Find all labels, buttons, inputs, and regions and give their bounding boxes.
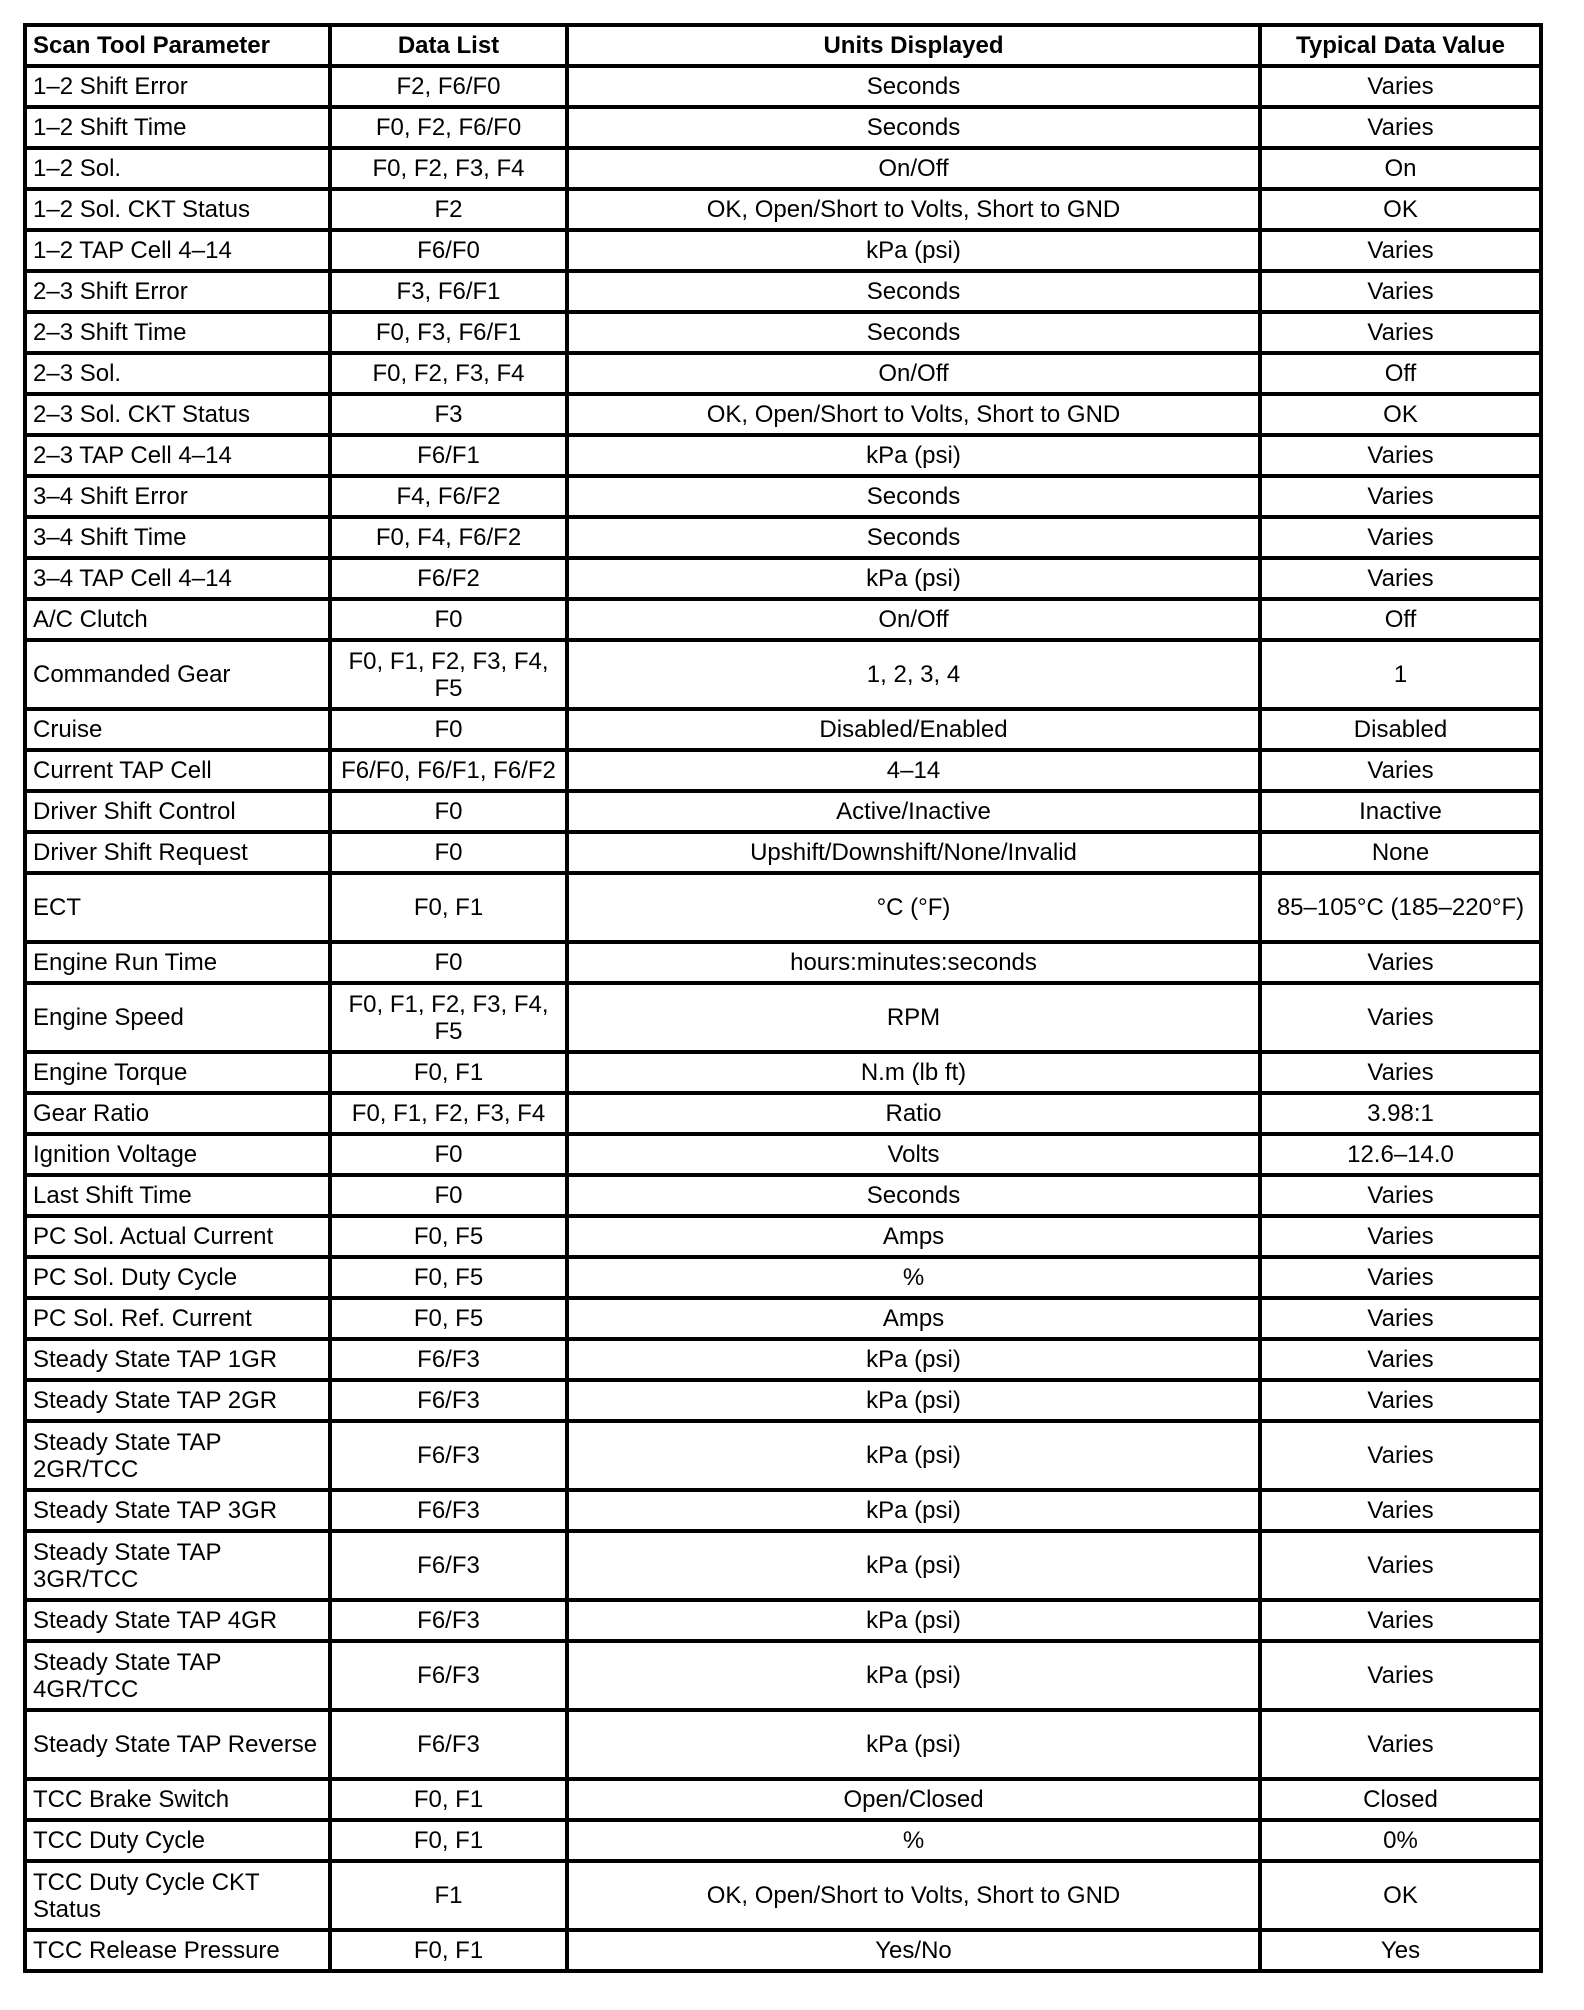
cell-units: kPa (psi) <box>567 558 1260 599</box>
cell-units: % <box>567 1257 1260 1298</box>
cell-parameter: 1–2 Shift Time <box>25 107 330 148</box>
table-row <box>25 1257 1541 1298</box>
table-row <box>25 353 1541 394</box>
cell-units: On/Off <box>567 148 1260 189</box>
cell-typical-value: Varies <box>1260 1641 1541 1710</box>
cell-parameter: Engine Speed <box>25 983 330 1052</box>
column-header-data-list: Data List <box>330 25 567 66</box>
table-row <box>25 558 1541 599</box>
cell-data-list: F0, F1, F2, F3, F4, F5 <box>330 640 567 709</box>
cell-units: Seconds <box>567 1175 1260 1216</box>
cell-units: Seconds <box>567 476 1260 517</box>
cell-typical-value: On <box>1260 148 1541 189</box>
cell-units: 1, 2, 3, 4 <box>567 640 1260 709</box>
cell-typical-value: Varies <box>1260 1531 1541 1600</box>
cell-parameter: Steady State TAP 3GR <box>25 1490 330 1531</box>
table-row <box>25 1298 1541 1339</box>
cell-typical-value: Varies <box>1260 1175 1541 1216</box>
cell-units: Amps <box>567 1298 1260 1339</box>
table-row <box>25 1052 1541 1093</box>
cell-units: N.m (lb ft) <box>567 1052 1260 1093</box>
table-row <box>25 435 1541 476</box>
cell-data-list: F0, F1 <box>330 1930 567 1971</box>
table-row <box>25 1490 1541 1531</box>
cell-typical-value: Varies <box>1260 1490 1541 1531</box>
table-row <box>25 1820 1541 1861</box>
cell-units: Seconds <box>567 271 1260 312</box>
cell-typical-value: Inactive <box>1260 791 1541 832</box>
cell-data-list: F0, F1 <box>330 1052 567 1093</box>
cell-data-list: F0 <box>330 832 567 873</box>
cell-data-list: F0, F2, F3, F4 <box>330 148 567 189</box>
cell-units: kPa (psi) <box>567 1380 1260 1421</box>
cell-units: kPa (psi) <box>567 230 1260 271</box>
cell-typical-value: 12.6–14.0 <box>1260 1134 1541 1175</box>
table-row <box>25 983 1541 1052</box>
cell-data-list: F0 <box>330 942 567 983</box>
cell-parameter: 1–2 Sol. <box>25 148 330 189</box>
cell-data-list: F4, F6/F2 <box>330 476 567 517</box>
cell-parameter: 3–4 Shift Time <box>25 517 330 558</box>
cell-parameter: Last Shift Time <box>25 1175 330 1216</box>
table-row <box>25 1093 1541 1134</box>
cell-typical-value: Varies <box>1260 312 1541 353</box>
cell-units: kPa (psi) <box>567 1339 1260 1380</box>
cell-data-list: F0, F1, F2, F3, F4 <box>330 1093 567 1134</box>
cell-data-list: F6/F3 <box>330 1380 567 1421</box>
cell-data-list: F3, F6/F1 <box>330 271 567 312</box>
cell-typical-value: Off <box>1260 599 1541 640</box>
cell-parameter: 2–3 Shift Error <box>25 271 330 312</box>
cell-parameter: Steady State TAP 2GR/TCC <box>25 1421 330 1490</box>
cell-units: Yes/No <box>567 1930 1260 1971</box>
cell-parameter: Steady State TAP 2GR <box>25 1380 330 1421</box>
cell-parameter: PC Sol. Duty Cycle <box>25 1257 330 1298</box>
cell-parameter: 2–3 Sol. CKT Status <box>25 394 330 435</box>
cell-typical-value: Varies <box>1260 1052 1541 1093</box>
cell-typical-value: Closed <box>1260 1779 1541 1820</box>
cell-typical-value: Varies <box>1260 517 1541 558</box>
cell-units: hours:minutes:seconds <box>567 942 1260 983</box>
table-row <box>25 1421 1541 1490</box>
table-row <box>25 1779 1541 1820</box>
cell-typical-value: OK <box>1260 189 1541 230</box>
cell-data-list: F3 <box>330 394 567 435</box>
cell-typical-value: OK <box>1260 1861 1541 1930</box>
table-row <box>25 1600 1541 1641</box>
cell-typical-value: Varies <box>1260 1298 1541 1339</box>
cell-data-list: F6/F3 <box>330 1421 567 1490</box>
cell-units: On/Off <box>567 353 1260 394</box>
cell-data-list: F0, F1, F2, F3, F4, F5 <box>330 983 567 1052</box>
cell-data-list: F0 <box>330 599 567 640</box>
cell-data-list: F0 <box>330 1175 567 1216</box>
cell-typical-value: Varies <box>1260 558 1541 599</box>
cell-typical-value: Varies <box>1260 1421 1541 1490</box>
table-row <box>25 1861 1541 1930</box>
cell-parameter: Steady State TAP Reverse <box>25 1710 330 1779</box>
cell-data-list: F0, F2, F3, F4 <box>330 353 567 394</box>
cell-parameter: 2–3 TAP Cell 4–14 <box>25 435 330 476</box>
table-row <box>25 189 1541 230</box>
cell-data-list: F2 <box>330 189 567 230</box>
cell-typical-value: Varies <box>1260 1600 1541 1641</box>
cell-data-list: F0, F1 <box>330 1779 567 1820</box>
cell-data-list: F0 <box>330 1134 567 1175</box>
cell-parameter: 2–3 Sol. <box>25 353 330 394</box>
cell-units: Active/Inactive <box>567 791 1260 832</box>
cell-units: Amps <box>567 1216 1260 1257</box>
table-row <box>25 394 1541 435</box>
table-row <box>25 1641 1541 1710</box>
column-header-units: Units Displayed <box>567 25 1260 66</box>
cell-parameter: PC Sol. Ref. Current <box>25 1298 330 1339</box>
cell-parameter: A/C Clutch <box>25 599 330 640</box>
cell-units: Seconds <box>567 517 1260 558</box>
table-row <box>25 312 1541 353</box>
column-header-parameter: Scan Tool Parameter <box>25 25 330 66</box>
cell-units: kPa (psi) <box>567 1421 1260 1490</box>
cell-data-list: F0, F5 <box>330 1257 567 1298</box>
cell-typical-value: Varies <box>1260 435 1541 476</box>
cell-parameter: TCC Release Pressure <box>25 1930 330 1971</box>
cell-parameter: 1–2 Sol. CKT Status <box>25 189 330 230</box>
table-row <box>25 709 1541 750</box>
cell-parameter: PC Sol. Actual Current <box>25 1216 330 1257</box>
table-row <box>25 832 1541 873</box>
cell-units: RPM <box>567 983 1260 1052</box>
table-row <box>25 1930 1541 1971</box>
cell-data-list: F0, F5 <box>330 1298 567 1339</box>
cell-parameter: Steady State TAP 1GR <box>25 1339 330 1380</box>
column-header-typical-value: Typical Data Value <box>1260 25 1541 66</box>
cell-typical-value: Disabled <box>1260 709 1541 750</box>
cell-units: kPa (psi) <box>567 1490 1260 1531</box>
cell-typical-value: Varies <box>1260 230 1541 271</box>
cell-typical-value: Varies <box>1260 476 1541 517</box>
cell-units: Open/Closed <box>567 1779 1260 1820</box>
cell-units: Disabled/Enabled <box>567 709 1260 750</box>
cell-units: kPa (psi) <box>567 1600 1260 1641</box>
cell-units: kPa (psi) <box>567 1710 1260 1779</box>
cell-units: kPa (psi) <box>567 1641 1260 1710</box>
cell-data-list: F2, F6/F0 <box>330 66 567 107</box>
cell-parameter: Engine Torque <box>25 1052 330 1093</box>
cell-units: OK, Open/Short to Volts, Short to GND <box>567 1861 1260 1930</box>
cell-typical-value: OK <box>1260 394 1541 435</box>
cell-units: °C (°F) <box>567 873 1260 942</box>
table-row <box>25 599 1541 640</box>
cell-typical-value: 3.98:1 <box>1260 1093 1541 1134</box>
table-row <box>25 107 1541 148</box>
cell-data-list: F0, F1 <box>330 1820 567 1861</box>
cell-units: Seconds <box>567 66 1260 107</box>
table-row <box>25 476 1541 517</box>
cell-typical-value: Varies <box>1260 107 1541 148</box>
cell-data-list: F0, F1 <box>330 873 567 942</box>
table-row <box>25 640 1541 709</box>
cell-data-list: F0, F4, F6/F2 <box>330 517 567 558</box>
cell-units: OK, Open/Short to Volts, Short to GND <box>567 189 1260 230</box>
cell-parameter: Steady State TAP 3GR/TCC <box>25 1531 330 1600</box>
cell-units: OK, Open/Short to Volts, Short to GND <box>567 394 1260 435</box>
cell-typical-value: Yes <box>1260 1930 1541 1971</box>
cell-data-list: F6/F3 <box>330 1641 567 1710</box>
cell-parameter: 1–2 TAP Cell 4–14 <box>25 230 330 271</box>
cell-parameter: 3–4 Shift Error <box>25 476 330 517</box>
cell-parameter: Cruise <box>25 709 330 750</box>
cell-data-list: F6/F3 <box>330 1490 567 1531</box>
cell-parameter: Commanded Gear <box>25 640 330 709</box>
cell-data-list: F0, F3, F6/F1 <box>330 312 567 353</box>
table-row <box>25 750 1541 791</box>
cell-typical-value: Varies <box>1260 1257 1541 1298</box>
cell-parameter: Driver Shift Control <box>25 791 330 832</box>
table-row <box>25 1531 1541 1600</box>
cell-units: Seconds <box>567 107 1260 148</box>
cell-data-list: F0, F5 <box>330 1216 567 1257</box>
table-row <box>25 517 1541 558</box>
cell-data-list: F6/F1 <box>330 435 567 476</box>
cell-data-list: F6/F3 <box>330 1339 567 1380</box>
cell-units: Ratio <box>567 1093 1260 1134</box>
cell-parameter: Engine Run Time <box>25 942 330 983</box>
cell-parameter: Steady State TAP 4GR <box>25 1600 330 1641</box>
cell-data-list: F6/F3 <box>330 1600 567 1641</box>
table-row <box>25 148 1541 189</box>
table-row <box>25 1339 1541 1380</box>
cell-typical-value: Varies <box>1260 271 1541 312</box>
cell-data-list: F0 <box>330 791 567 832</box>
cell-parameter: Ignition Voltage <box>25 1134 330 1175</box>
cell-typical-value: Varies <box>1260 983 1541 1052</box>
table-row <box>25 230 1541 271</box>
cell-units: % <box>567 1820 1260 1861</box>
cell-units: kPa (psi) <box>567 1531 1260 1600</box>
cell-typical-value: Varies <box>1260 1216 1541 1257</box>
cell-typical-value: Varies <box>1260 1710 1541 1779</box>
cell-data-list: F6/F2 <box>330 558 567 599</box>
cell-parameter: 1–2 Shift Error <box>25 66 330 107</box>
cell-data-list: F0, F2, F6/F0 <box>330 107 567 148</box>
table-row <box>25 1710 1541 1779</box>
table-row <box>25 942 1541 983</box>
cell-data-list: F1 <box>330 1861 567 1930</box>
cell-units: Volts <box>567 1134 1260 1175</box>
cell-parameter: TCC Duty Cycle <box>25 1820 330 1861</box>
cell-typical-value: 1 <box>1260 640 1541 709</box>
cell-parameter: TCC Duty Cycle CKT Status <box>25 1861 330 1930</box>
cell-parameter: 2–3 Shift Time <box>25 312 330 353</box>
table-row <box>25 1134 1541 1175</box>
cell-typical-value: Varies <box>1260 66 1541 107</box>
cell-typical-value: Varies <box>1260 750 1541 791</box>
cell-typical-value: 85–105°C (185–220°F) <box>1260 873 1541 942</box>
cell-data-list: F6/F3 <box>330 1531 567 1600</box>
table-body <box>25 66 1541 1971</box>
table-row <box>25 1380 1541 1421</box>
table-row <box>25 66 1541 107</box>
table-row <box>25 873 1541 942</box>
cell-units: kPa (psi) <box>567 435 1260 476</box>
cell-typical-value: Varies <box>1260 942 1541 983</box>
cell-typical-value: Off <box>1260 353 1541 394</box>
scan-tool-data-table <box>23 23 1543 1973</box>
table-row <box>25 1216 1541 1257</box>
table-header-row <box>25 25 1541 66</box>
cell-typical-value: None <box>1260 832 1541 873</box>
cell-parameter: 3–4 TAP Cell 4–14 <box>25 558 330 599</box>
cell-typical-value: Varies <box>1260 1380 1541 1421</box>
cell-parameter: ECT <box>25 873 330 942</box>
cell-parameter: Gear Ratio <box>25 1093 330 1134</box>
cell-units: 4–14 <box>567 750 1260 791</box>
cell-units: Seconds <box>567 312 1260 353</box>
cell-typical-value: Varies <box>1260 1339 1541 1380</box>
table-row <box>25 1175 1541 1216</box>
cell-parameter: TCC Brake Switch <box>25 1779 330 1820</box>
cell-parameter: Current TAP Cell <box>25 750 330 791</box>
cell-data-list: F6/F0 <box>330 230 567 271</box>
table-row <box>25 791 1541 832</box>
cell-units: Upshift/Downshift/None/Invalid <box>567 832 1260 873</box>
cell-units: On/Off <box>567 599 1260 640</box>
cell-parameter: Driver Shift Request <box>25 832 330 873</box>
cell-data-list: F6/F3 <box>330 1710 567 1779</box>
table-row <box>25 271 1541 312</box>
cell-data-list: F6/F0, F6/F1, F6/F2 <box>330 750 567 791</box>
cell-data-list: F0 <box>330 709 567 750</box>
cell-parameter: Steady State TAP 4GR/TCC <box>25 1641 330 1710</box>
cell-typical-value: 0% <box>1260 1820 1541 1861</box>
